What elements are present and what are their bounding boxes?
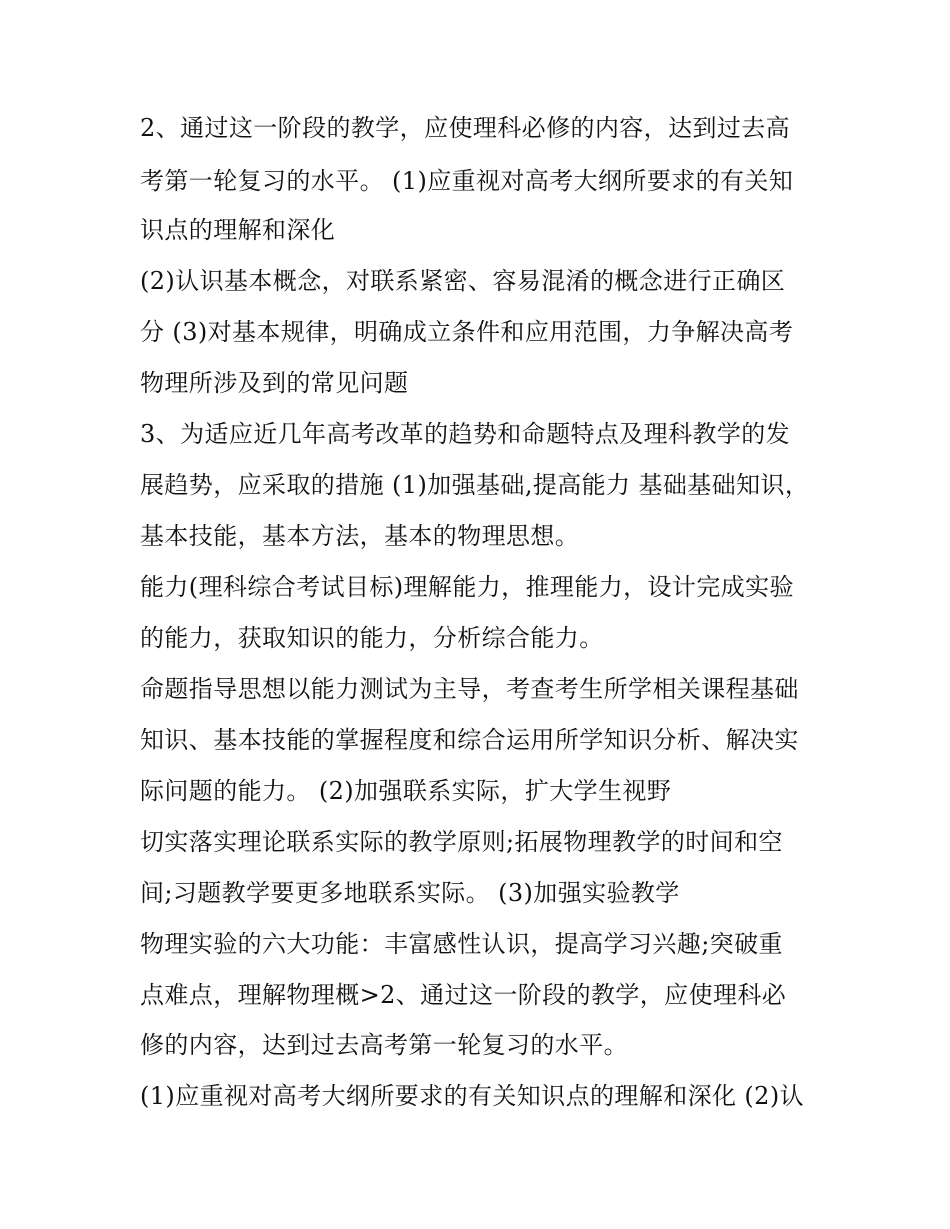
text-line-13: 知识、基本技能的掌握程度和综合运用所学知识分析、解决实 (140, 726, 799, 754)
text-line-11: 的能力，获取知识的能力，分析综合能力。 (140, 624, 604, 652)
text-line-9: 基本技能，基本方法，基本的物理思想。 (140, 522, 580, 550)
text-line-20: (1)应重视对高考大纲所要求的有关知识点的理解和深化 (2)认 (140, 1082, 805, 1110)
text-line-15: 切实落实理论联系实际的教学原则;拓展物理教学的时间和空 (140, 828, 783, 856)
text-line-8: 展趋势，应采取的措施 (1)加强基础,提高能力 基础基础知识， (140, 471, 810, 499)
text-line-7: 3、为适应近几年高考改革的趋势和命题特点及理科教学的发 (140, 420, 791, 448)
text-line-18: 点难点，理解物理概>2、通过这一阶段的教学，应使理科必 (140, 981, 787, 1009)
text-line-12: 命题指导思想以能力测试为主导，考查考生所学相关课程基础 (140, 675, 799, 703)
text-line-4: (2)认识基本概念，对联系紧密、容易混淆的概念进行正确区 (140, 267, 786, 295)
text-line-3: 识点的理解和深化 (140, 216, 336, 244)
text-line-2: 考第一轮复习的水平。 (1)应重视对高考大纲所要求的有关知 (140, 167, 794, 195)
text-line-16: 间;习题教学要更多地联系实际。 (3)加强实验教学 (140, 879, 680, 907)
text-line-1: 2、通过这一阶段的教学，应使理科必修的内容，达到过去高 (140, 114, 791, 142)
text-line-10: 能力(理科综合考试目标)理解能力，推理能力，设计完成实验 (140, 573, 794, 601)
text-line-17: 物理实验的六大功能：丰富感性认识，提高学习兴趣;突破重 (140, 930, 783, 958)
text-line-14: 际问题的能力。 (2)加强联系实际，扩大学生视野 (140, 777, 672, 805)
text-line-5: 分 (3)对基本规律，明确成立条件和应用范围，力争解决高考 (140, 318, 794, 346)
text-line-6: 物理所涉及到的常见问题 (140, 369, 409, 397)
text-line-19: 修的内容，达到过去高考第一轮复习的水平。 (140, 1031, 628, 1059)
